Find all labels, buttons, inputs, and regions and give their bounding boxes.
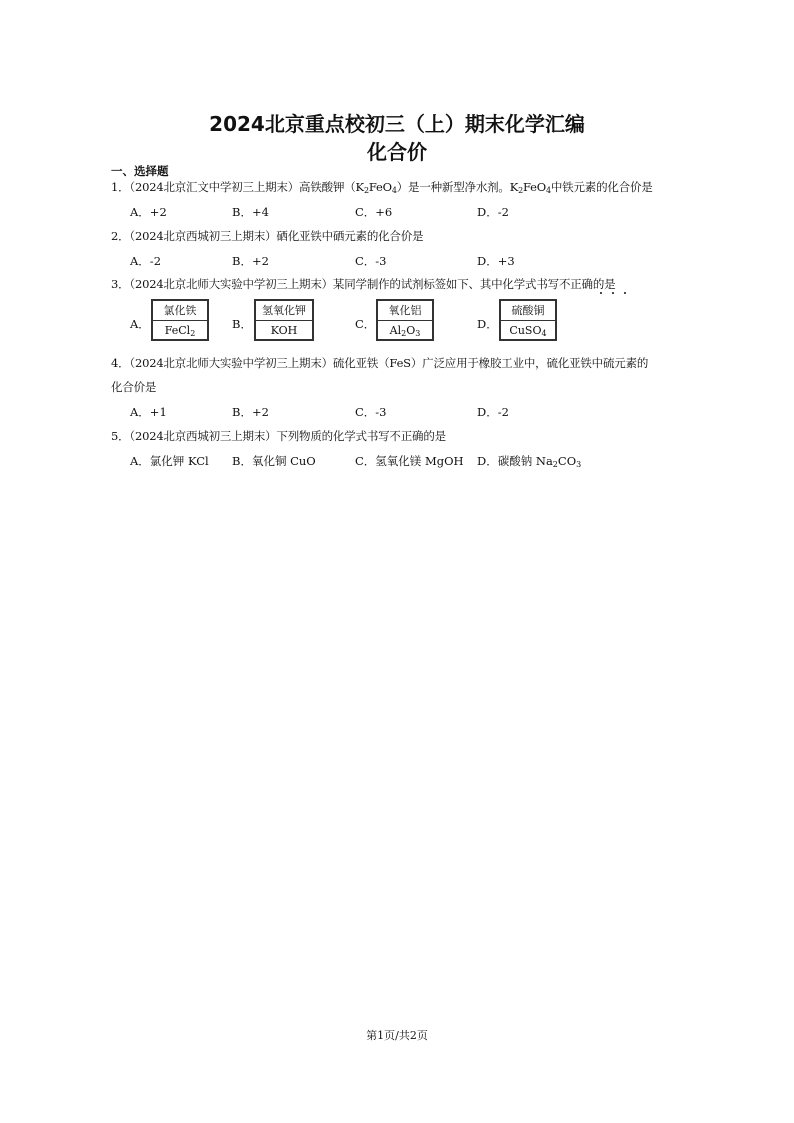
emphasis-dot xyxy=(624,292,626,294)
document-title: 2024北京重点校初三（上）期末化学汇编 xyxy=(209,112,585,136)
q2-option-a: A．-2 xyxy=(130,254,162,268)
q3-option-c-letter: C． xyxy=(355,317,376,331)
question-4: 4．（2024北京北师大实验中学初三上期末）硫化亚铁（FeS）广泛应用于橡胶工业中，硫化亚铁中硫元素的 xyxy=(111,356,649,370)
q3-label-b xyxy=(254,299,314,341)
section-heading: 一、选择题 xyxy=(111,164,169,178)
q4-option-c: C．-3 xyxy=(355,405,387,419)
label-formula: CuSO$_4$ xyxy=(509,324,547,338)
q3-option-d-letter: D． xyxy=(477,317,498,331)
q5-option-c: C．氢氧化镁 MgOH xyxy=(355,454,464,468)
question-3: 3．（2024北京北师大实验中学初三上期末）某同学制作的试剂标签如下、其中化学式书写不正确的是 xyxy=(111,277,616,291)
q4-option-b: B．+2 xyxy=(232,405,269,419)
question-1: 1．（2024北京汇文中学初三上期末）高铁酸钾$(K_2FeO_4)$是一种新型净水剂。$K_2FeO_4$中铁元素的化合价是 xyxy=(111,180,653,195)
emphasis-text: 不正确 xyxy=(558,277,593,291)
question-4-continued: 化合价是 xyxy=(111,380,157,394)
q1-option-d: D．-2 xyxy=(477,205,509,219)
label-name: 氢氧化钾 xyxy=(256,301,312,321)
label-formula: FeCl$_2$ xyxy=(164,324,196,338)
q5-option-b: B．氧化铜 CuO xyxy=(232,454,316,468)
q3-label-d xyxy=(499,299,557,341)
question-2: 2．（2024北京西城初三上期末）硒化亚铁中硒元素的化合价是 xyxy=(111,229,424,243)
q4-option-d: D．-2 xyxy=(477,405,509,419)
document-subtitle: 化合价 xyxy=(367,140,427,164)
label-name: 氯化铁 xyxy=(153,301,207,321)
q5-option-d: D．碳酸钠 $Na_2CO_3$ xyxy=(477,454,582,469)
label-name: 硫酸铜 xyxy=(501,301,555,321)
q3-label-a xyxy=(151,299,209,341)
q3-label-c xyxy=(376,299,434,341)
q1-option-a: A．+2 xyxy=(130,205,167,219)
label-formula: KOH xyxy=(270,324,298,337)
q2-option-d: D．+3 xyxy=(477,254,515,268)
emphasis-dot xyxy=(612,292,614,294)
label-name: 氧化铝 xyxy=(378,301,432,321)
q5-option-a: A．氯化钾 KCl xyxy=(130,454,209,468)
q2-option-b: B．+2 xyxy=(232,254,269,268)
q1-option-b: B．+4 xyxy=(232,205,269,219)
page-footer: 第1页/共2页 xyxy=(366,1029,428,1042)
question-5: 5．（2024北京西城初三上期末）下列物质的化学式书写不正确的是 xyxy=(111,429,446,443)
q2-option-c: C．-3 xyxy=(355,254,387,268)
q3-option-a-letter: A． xyxy=(130,317,150,331)
emphasis-dot xyxy=(600,292,602,294)
q3-option-b-letter: B． xyxy=(232,317,252,331)
q1-option-c: C．+6 xyxy=(355,205,393,219)
label-formula: $Al_2O_3$ xyxy=(389,324,421,338)
q4-option-a: A．+1 xyxy=(130,405,167,419)
